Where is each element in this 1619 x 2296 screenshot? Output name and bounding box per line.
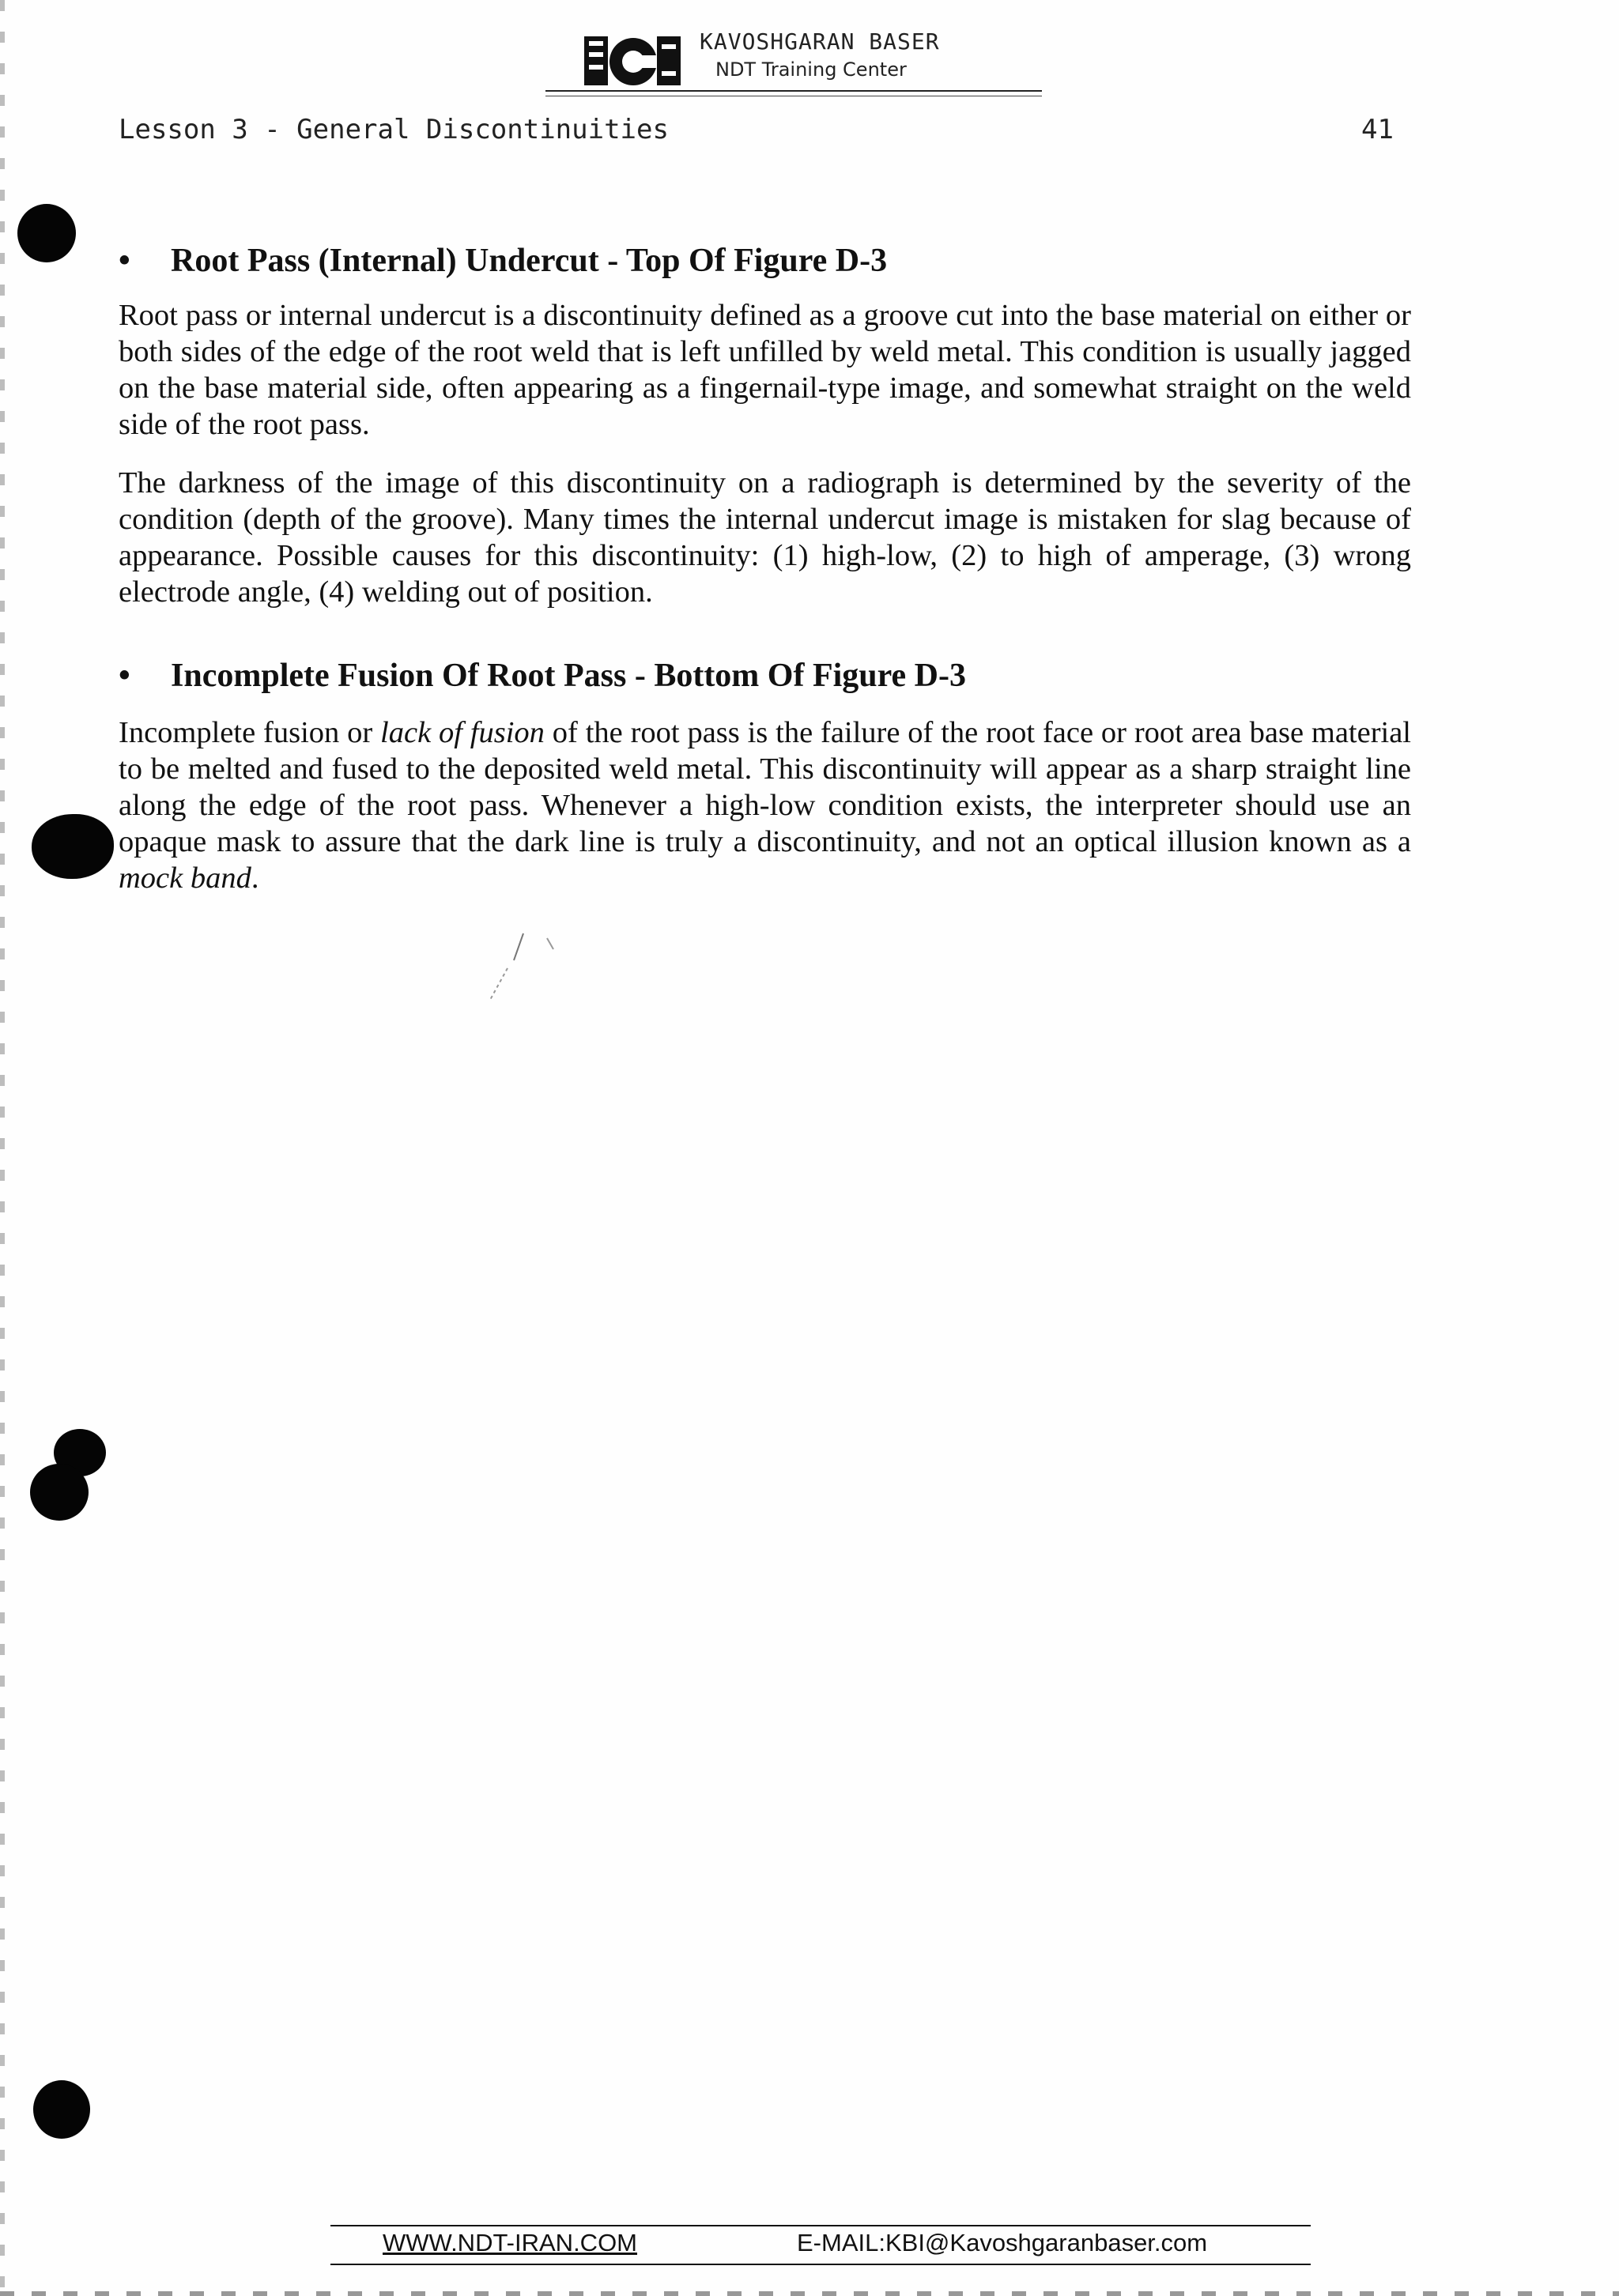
punch-hole-icon (32, 814, 114, 879)
page-number: 41 (1361, 114, 1394, 145)
email-address: E-MAIL:KBI@Kavoshgaranbaser.com (797, 2229, 1208, 2256)
text-segment: of the root pass is the failure of the root face or root area base material to be melted and fused to the deposited weld metal. This discontinuity will appear as a sharp straight line along the edge of the root pass. Whenever a high-low condition exists, the interpreter should use an opaque mask to assure that the dark line is truly a discontinuity, and not an optical illusion known as a (119, 716, 1411, 858)
paragraph-undercut-darkness: The darkness of the image of this discontinuity on a radiograph is determined by the severity of the condition (depth of the groove). Many times the internal undercut image is mistaken for slag because of appearance. Possible causes for this discontinuity: (1) high-low, (2) to high of amperage, (3) wrong electrode angle, (4) welding out of position. (119, 466, 1411, 609)
paragraph-undercut-definition: Root pass or internal undercut is a discontinuity defined as a groove cut into the base material on either or both sides of the edge of the root weld that is left unfilled by weld metal. This condition is usually jagged on the base material side, often appearing as a fingernail-type image, and somewhat straight on the weld side of the root pass. (119, 299, 1411, 441)
emphasis-mock-band: mock band (119, 861, 251, 895)
footer-rule-top (330, 2225, 1311, 2226)
punch-hole-icon (30, 1464, 89, 1521)
heading-text: Incomplete Fusion Of Root Pass - Bottom Of Figure D-3 (171, 658, 966, 694)
scan-bottom-edge (0, 2291, 1619, 2296)
pen-mark-icon (459, 929, 585, 1008)
footer-rule-bottom (330, 2264, 1311, 2265)
heading-text: Root Pass (Internal) Undercut - Top Of Figure D-3 (171, 243, 888, 279)
org-subtitle: NDT Training Center (715, 58, 907, 81)
emphasis-lack-of-fusion: lack of fusion (380, 716, 545, 749)
punch-hole-icon (17, 204, 76, 262)
bullet-icon: • (119, 658, 130, 694)
scan-left-edge (0, 0, 5, 2296)
website-link[interactable]: WWW.NDT-IRAN.COM (383, 2229, 638, 2256)
text-segment: . (251, 861, 259, 895)
punch-hole-icon (33, 2080, 90, 2139)
header-rule (545, 90, 1042, 92)
bullet-icon: • (119, 243, 130, 279)
lesson-title: Lesson 3 - General Discontinuities (119, 114, 669, 145)
text-segment: Incomplete fusion or (119, 716, 381, 749)
paragraph-incomplete-fusion (119, 714, 1411, 896)
section-heading-root-pass-undercut (119, 242, 887, 280)
kbi-logo-icon (581, 30, 684, 92)
section-heading-incomplete-fusion (119, 657, 966, 695)
org-name: KAVOSHGARAN BASER (700, 28, 940, 55)
